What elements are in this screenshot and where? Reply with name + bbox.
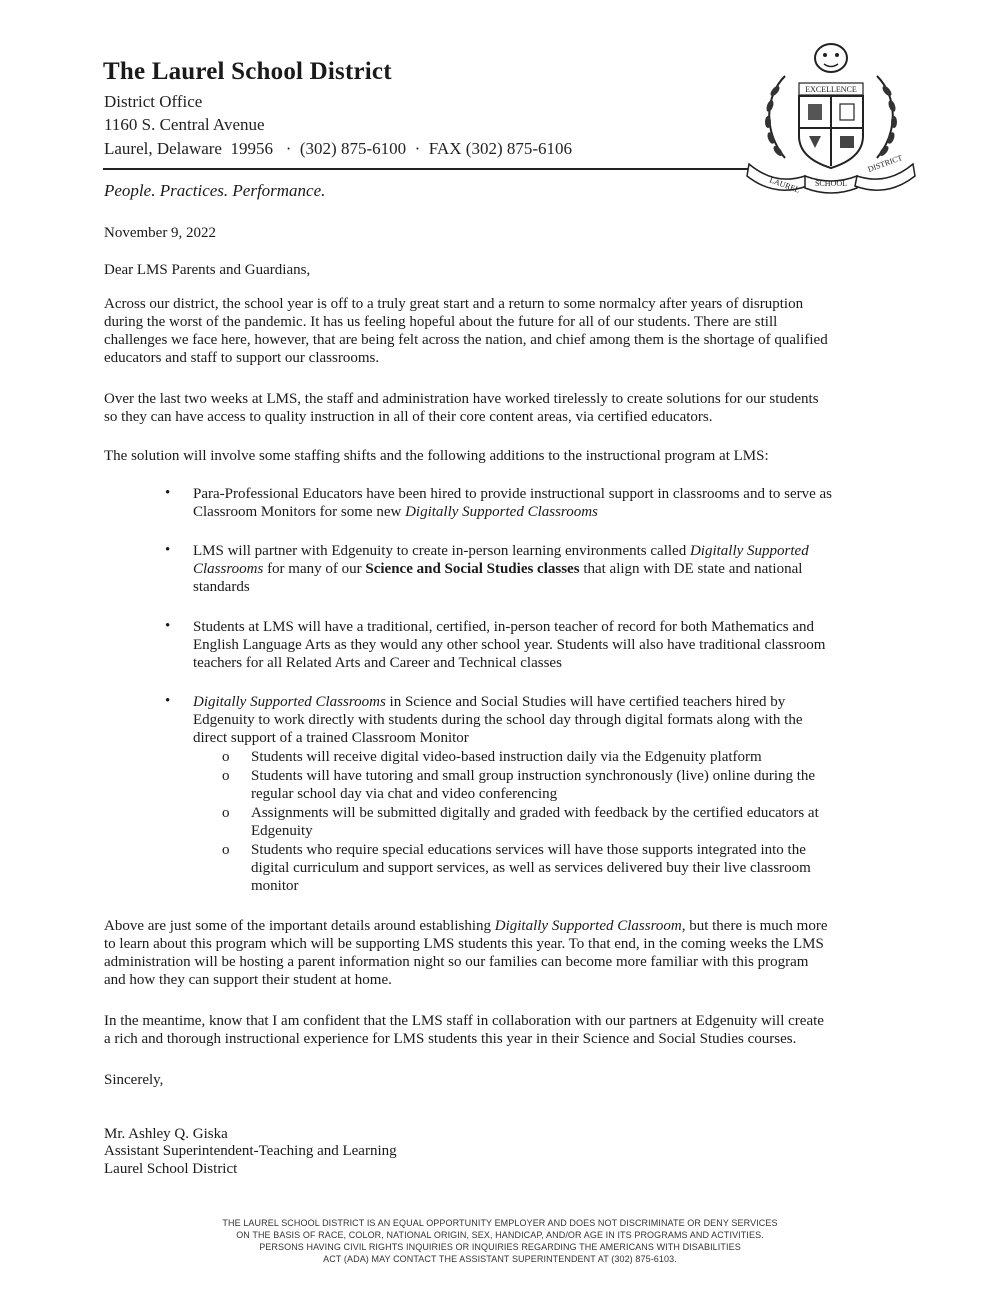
paragraph-staff-efforts: Over the last two weeks at LMS, the staff and administration have worked tirelessly to create solutions for our students so they can have access to quality instruction in all of their core content areas, via certified educators. — [104, 391, 819, 425]
sub-bullet-special-education: Students who require special educations services will have those supports integrated into the digital curriculum and support services, as well as services delivered buy their live classroom monitor — [251, 842, 811, 894]
city-phone-fax-line: Laurel, Delaware 19956 · (302) 875-6100 · FAX (302) 875-6106 — [104, 139, 573, 158]
paragraph-info-night: Above are just some of the important details around establishing Digitally Supported Classroom, but there is much more to learn about this program which will be supporting LMS students this year. To that end, in the coming weeks the LMS administration will be hosting a parent information night so our families can become more familiar with this program and how they can support their student at home. — [104, 918, 828, 988]
letter-date: November 9, 2022 — [104, 225, 217, 241]
sub-bullet-marker: o — [222, 768, 230, 784]
sub-bullet-marker: o — [222, 842, 230, 858]
district-tagline: People. Practices. Performance. — [104, 181, 326, 200]
district-seal-logo — [745, 36, 917, 194]
equal-opportunity-footer: THE LAUREL SCHOOL DISTRICT IS AN EQUAL OPPORTUNITY EMPLOYER AND DOES NOT DISCRIMINATE OR DENY SERVICES ON THE BASIS OF RACE, COLOR, NATIONAL ORIGIN, SEX, HANDICAP, AND/OR AGE IN ITS PROGRAMS AND ACTIVITIES. PERSONS HAVING CIVIL RIGHTS INQUIRIES OR INQUIRIES REGARDING THE AMERICANS WITH DISABILITIES ACT (ADA) MAY CONTACT THE ASSISTANT SUPERINTENDENT AT (302) 875-6103. — [222, 1218, 778, 1264]
svg-text:SCHOOL: SCHOOL — [814, 179, 848, 188]
bullet-teacher-of-record: Students at LMS will have a traditional, certified, in-person teacher of record for both Mathematics and English Language Arts as they would any other school year. Students will also have traditional classroom teachers for all Related Arts and Career and Technical classes — [193, 619, 826, 671]
signer-organization: Laurel School District — [104, 1161, 238, 1177]
signer-name: Mr. Ashley Q. Giska — [104, 1126, 228, 1142]
district-seal-icon — [745, 36, 917, 194]
letterhead-divider — [103, 168, 753, 170]
signer-title: Assistant Superintendent-Teaching and Learning — [104, 1143, 397, 1159]
sub-bullet-marker: o — [222, 805, 230, 821]
bullet-para-professionals: Para-Professional Educators have been hired to provide instructional support in classrooms and to serve as Classroom Monitors for some new Digitally Supported Classrooms — [193, 486, 833, 520]
sub-bullet-assignments: Assignments will be submitted digitally and graded with feedback by the certified educators at Edgenuity — [251, 805, 819, 839]
paragraph-solution: The solution will involve some staffing shifts and the following additions to the instructional program at LMS: — [104, 448, 769, 464]
svg-text:LAUREL: LAUREL — [768, 175, 802, 194]
svg-text:DISTRICT: DISTRICT — [866, 153, 904, 174]
bullet-marker: • — [165, 485, 171, 501]
district-name: The Laurel School District — [103, 58, 392, 85]
district-office-label: District Office — [104, 92, 203, 111]
letter-closing: Sincerely, — [104, 1072, 164, 1088]
letter-greeting: Dear LMS Parents and Guardians, — [104, 262, 311, 278]
paragraph-intro: Across our district, the school year is off to a truly great start and a return to some normalcy after years of disruption during the worst of the pandemic. It has us feeling hopeful about the future for all of our students. There are still challenges we face here, however, that are being felt across the nation, and chief among them is the shortage of qualified educators and staff to support our classrooms. — [104, 296, 828, 366]
street-address: 1160 S. Central Avenue — [104, 115, 265, 134]
bullet-digital-classrooms: Digitally Supported Classrooms in Science and Social Studies will have certified teachers hired by Edgenuity to work directly with students during the school day through digital formats along with the direct support of a trained Classroom Monitor — [193, 694, 803, 746]
paragraph-confidence: In the meantime, know that I am confident that the LMS staff in collaboration with our partners at Edgenuity will create a rich and thorough instructional experience for LMS students this year in their Science and Social Studies courses. — [104, 1013, 824, 1047]
sub-bullet-video-instruction: Students will receive digital video-based instruction daily via the Edgenuity platform — [251, 749, 762, 765]
bullet-marker: • — [165, 542, 171, 558]
sub-bullet-tutoring: Students will have tutoring and small group instruction synchronously (live) online during the regular school day via chat and video conferencing — [251, 768, 816, 802]
bullet-marker: • — [165, 618, 171, 634]
bullet-edgenuity-partnership: LMS will partner with Edgenuity to create in-person learning environments called Digitally Supported Classrooms for many of our Science and Social Studies classes that align with DE state and national standards — [193, 543, 809, 595]
svg-text:EXCELLENCE: EXCELLENCE — [805, 85, 857, 94]
sub-bullet-marker: o — [222, 749, 230, 765]
bullet-marker: • — [165, 693, 171, 709]
